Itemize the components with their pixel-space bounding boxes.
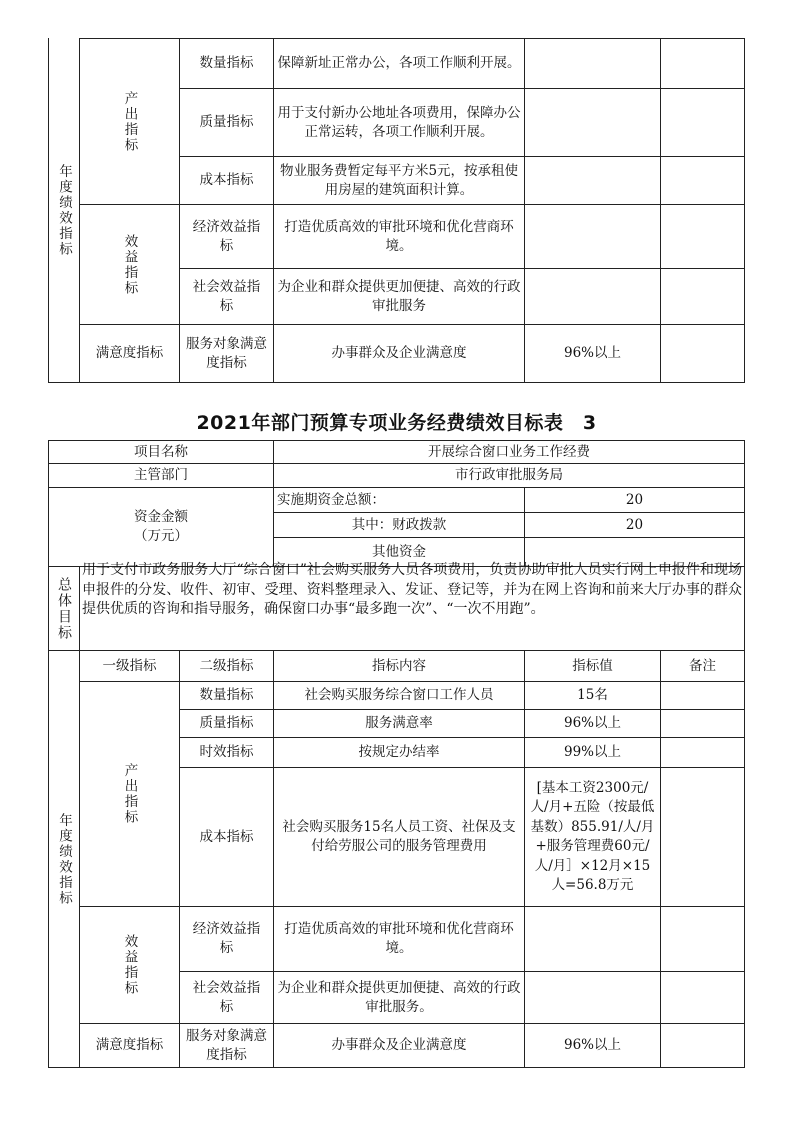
table2-content: 社会购买服务综合窗口工作人员 [273,681,525,710]
table1-note [660,156,745,205]
table2-content: 按规定办结率 [273,737,525,768]
table2-note [660,737,745,768]
table2-content: 打造优质高效的审批环境和优化营商环境。 [273,906,525,972]
table2-value: 99%以上 [524,737,661,768]
table1-value: 96%以上 [524,324,661,383]
table1-content: 办事群众及企业满意度 [273,324,525,383]
table1-value [524,88,661,157]
table2-level2: 成本指标 [179,767,274,907]
table1-level2: 经济效益指标 [179,204,274,269]
table2-content: 社会购买服务15名人员工资、社保及支付给劳服公司的服务管理费用 [273,767,525,907]
header-level1: 一级指标 [79,650,180,682]
table1-group-satisfaction: 满意度指标 [79,324,180,383]
table1-level2: 社会效益指标 [179,268,274,325]
table2-note [660,1023,745,1068]
table1-note [660,324,745,383]
table2-note [660,906,745,972]
header-content: 指标内容 [273,650,525,682]
table2-value: 96%以上 [524,709,661,738]
table2-value [524,971,661,1024]
funds-other-label: 其他资金 [273,537,525,567]
table1-content: 保障新址正常办公，各项工作顺利开展。 [273,38,525,89]
header-value: 指标值 [524,650,661,682]
dept-label: 主管部门 [48,463,274,488]
funds-label-line1: 资金金额 [134,509,188,525]
table1-value [524,204,661,269]
funds-total-value: 20 [524,487,745,513]
table1-value [524,268,661,325]
table2-outer-label: 年度绩效指标 [48,650,80,1068]
table2-level2: 质量指标 [179,709,274,738]
table2-note [660,709,745,738]
table2-level2: 时效指标 [179,737,274,768]
project-name-label: 项目名称 [48,440,274,464]
table1-note [660,88,745,157]
funds-label-line2: （万元） [134,528,188,544]
table2-content: 为企业和群众提供更加便捷、高效的行政审批服务。 [273,971,525,1024]
table1-level2: 服务对象满意度指标 [179,324,274,383]
funds-fiscal-value: 20 [524,512,745,538]
table1-note [660,38,745,89]
table1-note [660,268,745,325]
table2-content: 服务满意率 [273,709,525,738]
table2-value: 15名 [524,681,661,710]
table1-outer-label: 年度绩效指标 [48,38,80,383]
table2-note [660,767,745,907]
table1-value [524,38,661,89]
table1-content: 打造优质高效的审批环境和优化营商环境。 [273,204,525,269]
table1-level2: 数量指标 [179,38,274,89]
table1-content: 物业服务费暂定每平方米5元，按承租使用房屋的建筑面积计算。 [273,156,525,205]
table1-content: 为企业和群众提供更加便捷、高效的行政审批服务 [273,268,525,325]
table2-level2: 服务对象满意度指标 [179,1023,274,1068]
project-name-value: 开展综合窗口业务工作经费 [273,440,745,464]
page-title: 2021年部门预算专项业务经费绩效目标表 3 [196,412,597,434]
table2-group-benefit: 效益指标 [79,906,180,1024]
table1-group-output: 产出指标 [79,38,180,205]
table1-level2: 质量指标 [179,88,274,157]
funds-total-label: 实施期资金总额： [273,487,525,513]
table2-note [660,971,745,1024]
table2-level2: 社会效益指标 [179,971,274,1024]
table2-content: 办事群众及企业满意度 [273,1023,525,1068]
table2-value-cost: [基本工资2300元/人/月+五险（按最低基数）855.91/人/月+服务管理费60元/人/月］×12月×15人=56.8万元 [524,767,661,907]
table2-group-satisfaction: 满意度指标 [79,1023,180,1068]
funds-fiscal-label: 其中：财政拨款 [273,512,525,538]
table1-group-benefit: 效益指标 [79,204,180,325]
goal-text: 用于支付市政务服务大厅“综合窗口”社会购买服务人员各项费用，负责协助审批人员实行网上申报件和现场申报件的分发、收件、初审、受理、资料整理录入、发证、登记等，并为在网上咨询和前来大厅办事的群众提供优质的咨询和指导服务，确保窗口办事“最多跑一次”、“一次不用跑”。 [82,562,742,617]
table2-value [524,906,661,972]
goal-label: 总体目标 [48,566,80,651]
header-level2: 二级指标 [179,650,274,682]
table2-level2: 数量指标 [179,681,274,710]
table2-value: 96%以上 [524,1023,661,1068]
table2-note [660,681,745,710]
table1-content: 用于支付新办公地址各项费用，保障办公正常运转，各项工作顺利开展。 [273,88,525,157]
funds-label [48,487,274,567]
table1-level2: 成本指标 [179,156,274,205]
dept-value: 市行政审批服务局 [273,463,745,488]
table2-level2: 经济效益指标 [179,906,274,972]
table1-note [660,204,745,269]
table2-group-output: 产出指标 [79,681,180,907]
header-note: 备注 [660,650,745,682]
table1-value [524,156,661,205]
